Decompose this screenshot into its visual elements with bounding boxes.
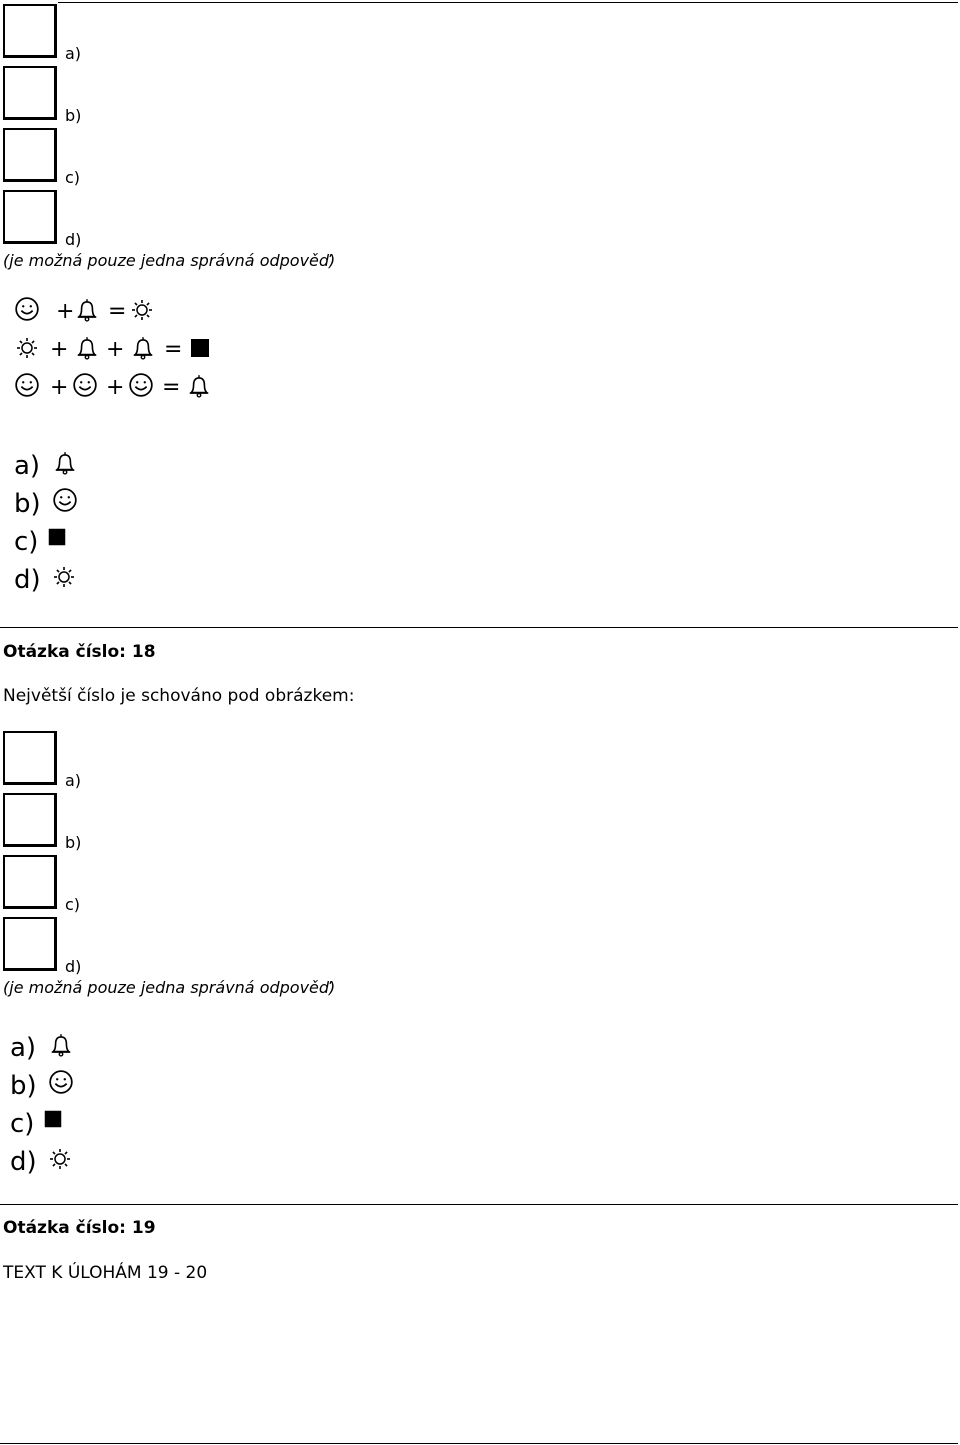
top-divider xyxy=(58,2,958,3)
choice-letter: d) xyxy=(10,1147,37,1177)
q18-option-c-checkbox[interactable] xyxy=(3,855,57,909)
question-divider xyxy=(0,627,958,628)
q18-choices-image xyxy=(6,1022,96,1182)
smiley-icon xyxy=(130,374,152,396)
q18-title: Otázka číslo: 18 xyxy=(3,642,156,662)
equation-op: = xyxy=(162,375,181,400)
q17-option-b-checkbox[interactable] xyxy=(3,66,57,120)
q17-option-d-checkbox[interactable] xyxy=(3,190,57,244)
q17-option-b-label: b) xyxy=(65,106,82,125)
sun-icon xyxy=(54,567,74,587)
choice-letter: a) xyxy=(14,451,41,481)
smiley-icon xyxy=(50,1071,72,1093)
equation-op: + xyxy=(50,337,69,362)
q17-choices-image xyxy=(10,440,100,600)
bell-icon xyxy=(134,337,152,359)
equation-op: + xyxy=(50,375,69,400)
q18-option-d-label: d) xyxy=(65,957,82,976)
choice-letter: d) xyxy=(14,565,41,595)
bell-icon xyxy=(78,337,96,359)
q18-option-d-checkbox[interactable] xyxy=(3,917,57,971)
question-divider xyxy=(0,1204,958,1205)
sun-icon xyxy=(132,300,152,320)
q18-option-b-label: b) xyxy=(65,833,82,852)
q18-text: Největší číslo je schováno pod obrázkem: xyxy=(3,686,355,706)
choice-letter: c) xyxy=(14,527,39,557)
q19-text: TEXT K ÚLOHÁM 19 - 20 xyxy=(3,1263,208,1283)
q17-answer-note: (je možná pouze jedna správná odpověď) xyxy=(3,251,336,270)
black-square-icon xyxy=(49,529,66,546)
q18-option-a-checkbox[interactable] xyxy=(3,731,57,785)
q17-option-a-checkbox[interactable] xyxy=(3,4,57,58)
equation-op: + xyxy=(106,337,125,362)
choice-letter: a) xyxy=(10,1033,37,1063)
q18-option-c-label: c) xyxy=(65,895,81,914)
bell-icon xyxy=(56,452,74,474)
bottom-divider xyxy=(0,1443,958,1444)
q17-option-c-checkbox[interactable] xyxy=(3,128,57,182)
smiley-icon xyxy=(54,489,76,511)
choice-letter: c) xyxy=(10,1109,35,1139)
choice-letter: b) xyxy=(10,1071,37,1101)
smiley-icon xyxy=(16,298,38,320)
equation-op: + xyxy=(106,375,125,400)
q17-option-a-label: a) xyxy=(65,44,82,63)
black-square-icon xyxy=(45,1111,62,1128)
black-square-icon xyxy=(191,339,209,357)
sun-icon xyxy=(50,1149,70,1169)
q17-option-d-label: d) xyxy=(65,230,82,249)
q18-option-b-checkbox[interactable] xyxy=(3,793,57,847)
q19-title: Otázka číslo: 19 xyxy=(3,1218,156,1238)
bell-icon xyxy=(52,1034,70,1056)
q18-option-a-label: a) xyxy=(65,771,82,790)
equation-op: + xyxy=(56,299,75,324)
q18-answer-note: (je možná pouze jedna správná odpověď) xyxy=(3,978,336,997)
bell-icon xyxy=(190,375,208,397)
smiley-icon xyxy=(16,374,38,396)
equation-op: = xyxy=(164,337,183,362)
sun-icon xyxy=(17,338,37,358)
smiley-icon xyxy=(74,374,96,396)
choice-letter: b) xyxy=(14,489,41,519)
q17-option-c-label: c) xyxy=(65,168,81,187)
q17-equation-image xyxy=(10,292,230,404)
equation-op: = xyxy=(108,299,127,324)
bell-icon xyxy=(78,299,96,321)
